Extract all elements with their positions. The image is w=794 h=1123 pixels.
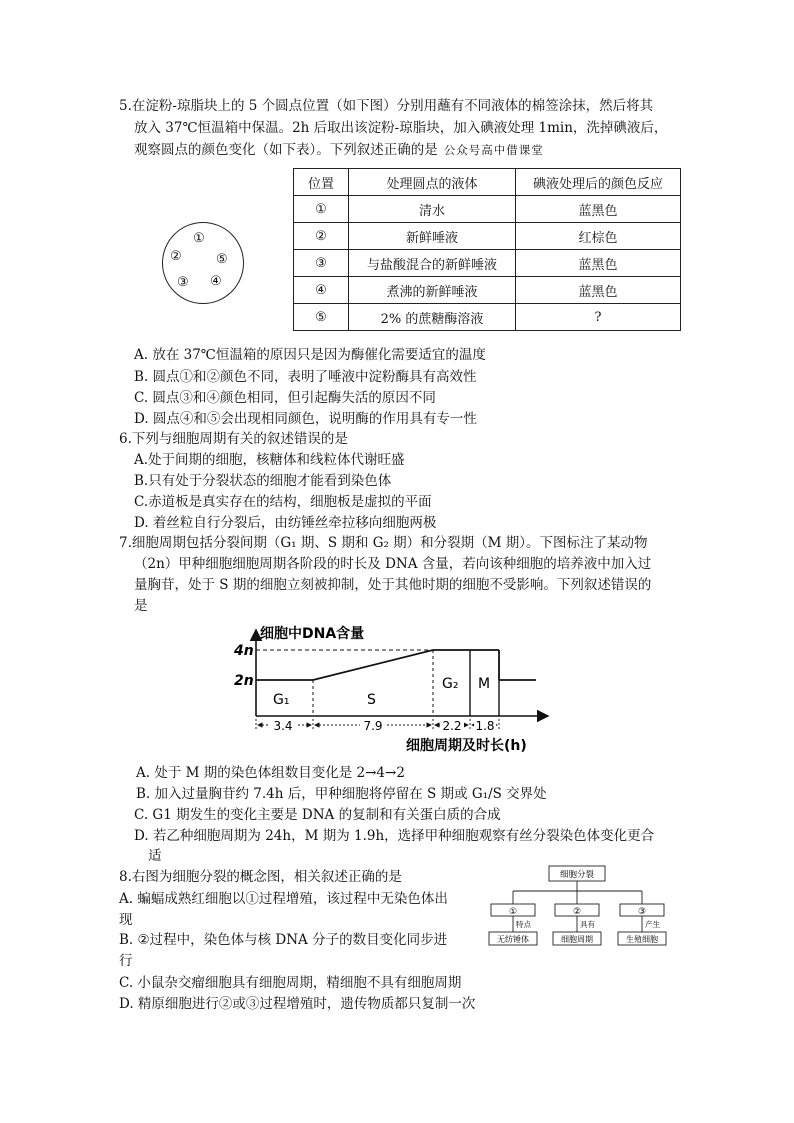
table-cell: 清水 <box>349 196 516 223</box>
dna-content-curve <box>256 650 499 680</box>
phase-label-g2: G₂ <box>442 676 459 692</box>
table-header-row <box>294 169 681 196</box>
q6-option-c: C.赤道板是真实存在的结构，细胞板是虚拟的平面 <box>134 494 432 510</box>
phase-label-g1: G₁ <box>273 692 290 708</box>
phase-label-m: M <box>478 676 491 692</box>
table-cell: 新鲜唾液 <box>349 223 516 250</box>
q8-option-b-cont: 行 <box>119 953 133 969</box>
y-tick-2n: 2n <box>234 673 254 689</box>
table-row <box>294 304 681 331</box>
table-cell: 蓝黑色 <box>516 196 681 223</box>
q8-option-a: A. 蝙蝠成熟红细胞以①过程增殖，该过程中无染色体出 <box>119 891 448 907</box>
duration-g2: 2.2 <box>442 719 462 733</box>
table-cell: 蓝黑色 <box>516 277 681 304</box>
leaf-label-2: 细胞周期 <box>561 935 593 944</box>
table-header-cell: 处理圆点的液体 <box>349 169 516 196</box>
table-cell: ⑤ <box>294 304 349 331</box>
q8-option-d: D. 精原细胞进行②或③过程增殖时，遗传物质都只复制一次 <box>119 996 476 1012</box>
q5-stem-text: 观察圆点的颜色变化（如下表）。下列叙述正确的是 <box>134 142 438 158</box>
circle-point-1: ① <box>193 231 205 246</box>
node-label-3: ③ <box>637 907 647 917</box>
q7-option-c: C. G1 期发生的变化主要是 DNA 的复制和有关蛋白质的合成 <box>134 807 501 823</box>
edge-label-1: 特点 <box>516 920 531 929</box>
q5-option-d: D. 圆点④和⑤会出现相同颜色，说明酶的作用具有专一性 <box>134 411 477 427</box>
duration-s: 7.9 <box>363 719 383 733</box>
table-row <box>294 223 681 250</box>
leaf-label-3: 生殖细胞 <box>626 935 658 944</box>
edge-label-2: 具有 <box>580 920 595 929</box>
table-row <box>294 250 681 277</box>
q5-stem-line-3 <box>134 141 544 159</box>
q5-stem-line-1: 5.在淀粉-琼脂块上的 5 个圆点位置（如下图）分别用蘸有不同液体的棉签涂抹，然后将其 <box>119 98 654 114</box>
table-cell: ③ <box>294 250 349 277</box>
q7-stem-line-3: 量胸苷，处于 S 期的细胞立刻被抑制，处于其他时期的细胞不受影响。下列叙述错误的 <box>134 577 652 593</box>
table-row <box>294 196 681 223</box>
circle-point-4: ④ <box>210 274 222 289</box>
table-cell: 煮沸的新鲜唾液 <box>349 277 516 304</box>
q7-option-b: B. 加入过量胸苷约 7.4h 后，甲种细胞将停留在 S 期或 G₁/S 交界处 <box>136 786 547 802</box>
table-row <box>294 277 681 304</box>
table-header-cell: 位置 <box>294 169 349 196</box>
q6-option-b: B.只有处于分裂状态的细胞才能看到染色体 <box>134 473 392 489</box>
q7-option-d-cont: 适 <box>148 848 162 864</box>
q7-option-d: D. 若乙种细胞周期为 24h，M 期为 1.9h，选择甲种细胞观察有丝分裂染色体变化更合 <box>134 828 655 844</box>
q7-option-a: A. 处于 M 期的染色体组数目变化是 2→4→2 <box>136 765 405 781</box>
cell-cycle-dna-chart <box>230 618 560 758</box>
q8-option-c: C. 小鼠杂交瘤细胞具有细胞周期，精细胞不具有细胞周期 <box>119 975 462 991</box>
y-axis-label: 细胞中DNA含量 <box>260 626 365 642</box>
y-tick-4n: 4n <box>234 643 254 659</box>
duration-m: 1.8 <box>475 719 495 733</box>
table-cell: 2% 的蔗糖酶溶液 <box>349 304 516 331</box>
table-cell: 与盐酸混合的新鲜唾液 <box>349 250 516 277</box>
leaf-label-1: 无纺锤体 <box>497 935 529 944</box>
node-label-1: ① <box>508 907 518 917</box>
agar-block-circle <box>162 222 244 304</box>
table-header-cell: 碘液处理后的颜色反应 <box>516 169 681 196</box>
phase-label-s: S <box>367 692 376 708</box>
table-cell: ① <box>294 196 349 223</box>
table-cell: ? <box>516 304 681 331</box>
q6-option-a: A.处于间期的细胞，核糖体和线粒体代谢旺盛 <box>134 452 405 468</box>
q5-result-table <box>293 168 681 331</box>
circle-point-3: ③ <box>177 275 189 290</box>
q5-stem-line-2: 放入 37℃恒温箱中保温。2h 后取出该淀粉-琼脂块，加入碘液处理 1min，洗掉碘液后， <box>134 120 668 136</box>
edge-label-3: 产生 <box>645 920 660 929</box>
duration-g1: 3.4 <box>273 719 293 733</box>
table-cell: ④ <box>294 277 349 304</box>
root-label: 细胞分裂 <box>559 870 595 880</box>
watermark-text: 公众号高中借课堂 <box>443 143 544 157</box>
circle-point-2: ② <box>170 249 182 264</box>
q5-option-c: C. 圆点③和④颜色相同，但引起酶失活的原因不同 <box>134 390 436 406</box>
q6-stem: 6.下列与细胞周期有关的叙述错误的是 <box>119 431 348 447</box>
q7-stem-line-2: （2n）甲种细胞细胞周期各阶段的时长及 DNA 含量，若向该种细胞的培养液中加入过 <box>134 556 652 572</box>
q8-option-b: B. ②过程中，染色体与核 DNA 分子的数目变化同步进 <box>119 932 448 948</box>
q7-stem-line-4: 是 <box>134 598 148 614</box>
cell-division-concept-diagram <box>485 862 685 950</box>
q8-stem: 8.右图为细胞分裂的概念图，相关叙述正确的是 <box>119 869 402 885</box>
node-label-2: ② <box>572 907 582 917</box>
circle-point-5: ⑤ <box>216 252 228 267</box>
q5-option-b: B. 圆点①和②颜色不同，表明了唾液中淀粉酶具有高效性 <box>134 369 477 385</box>
q7-stem-line-1: 7.细胞周期包括分裂间期（G₁ 期、S 期和 G₂ 期）和分裂期（M 期）。下图标注了某动物 <box>119 535 648 551</box>
q6-option-d: D. 着丝粒自行分裂后，由纺锤丝牵拉移向细胞两极 <box>134 515 437 531</box>
table-cell: ② <box>294 223 349 250</box>
q5-option-a: A. 放在 37℃恒温箱的原因只是因为酶催化需要适宜的温度 <box>134 347 486 363</box>
table-cell: 红棕色 <box>516 223 681 250</box>
q8-option-a-cont: 现 <box>119 912 133 928</box>
table-cell: 蓝黑色 <box>516 250 681 277</box>
x-axis-label: 细胞周期及时长(h) <box>406 738 527 754</box>
